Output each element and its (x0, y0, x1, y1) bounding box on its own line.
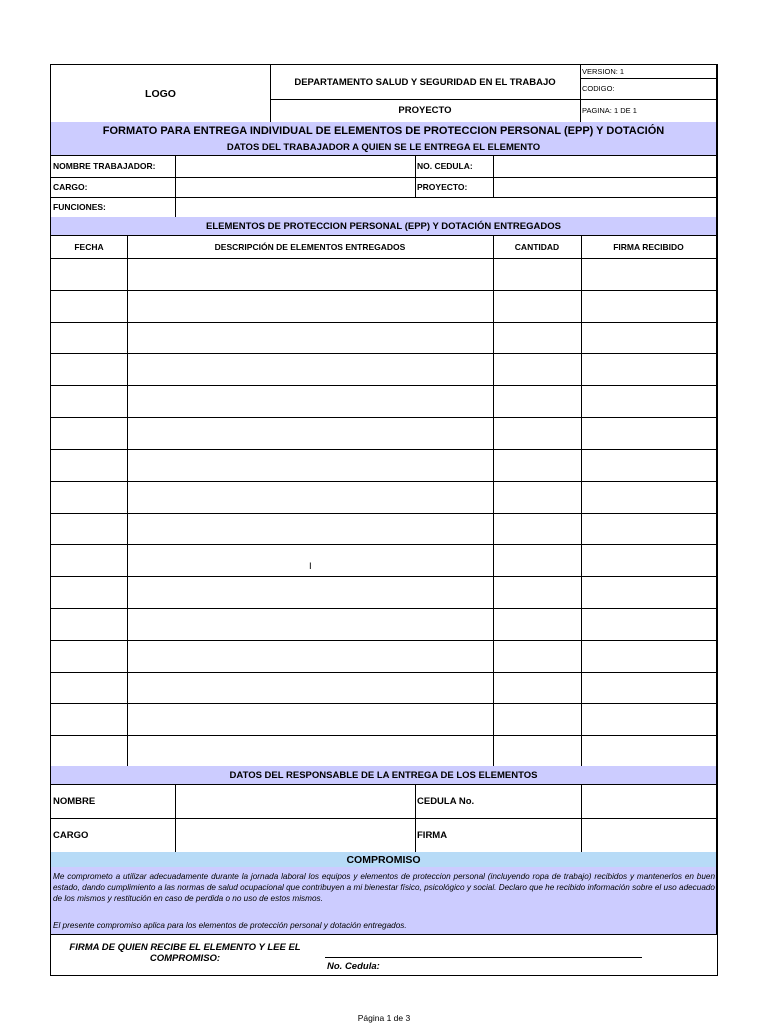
date-cell[interactable] (51, 481, 128, 514)
signature-cell[interactable] (581, 290, 717, 323)
signature-cell[interactable] (581, 385, 717, 418)
quantity-cell[interactable] (493, 672, 582, 705)
column-header-quantity: CANTIDAD (493, 235, 582, 259)
date-cell[interactable] (51, 576, 128, 609)
quantity-cell[interactable] (493, 576, 582, 609)
signature-cell[interactable] (581, 672, 717, 705)
date-cell[interactable] (51, 672, 128, 705)
responsible-position-label: CARGO (51, 818, 176, 853)
description-cell[interactable] (127, 735, 494, 768)
worker-id-label: NO. CEDULA: (415, 155, 494, 178)
page-footer: Página 1 de 3 (357, 1013, 411, 1023)
column-header-description: DESCRIPCIÓN DE ELEMENTOS ENTREGADOS (127, 235, 494, 259)
responsible-position-field[interactable] (175, 818, 416, 853)
description-cell[interactable] (127, 481, 494, 514)
signature-id-label: No. Cedula: (327, 961, 380, 972)
date-cell[interactable] (51, 353, 128, 386)
signature-cell[interactable] (581, 608, 717, 641)
description-cell[interactable] (127, 258, 494, 291)
date-cell[interactable] (51, 290, 128, 323)
quantity-cell[interactable] (493, 608, 582, 641)
date-cell[interactable] (51, 417, 128, 450)
description-cell[interactable] (127, 703, 494, 736)
logo-placeholder: LOGO (51, 65, 271, 123)
description-cell[interactable] (127, 608, 494, 641)
project-header: PROYECTO (270, 99, 581, 123)
description-cell[interactable] (127, 576, 494, 609)
signature-cell[interactable] (581, 703, 717, 736)
page-label: PAGINA: 1 DE 1 (580, 99, 717, 123)
version-label: VERSION: 1 (580, 65, 717, 79)
date-cell[interactable] (51, 513, 128, 546)
description-cell[interactable] (127, 385, 494, 418)
date-cell[interactable] (51, 322, 128, 355)
description-cell[interactable] (127, 353, 494, 386)
description-cell[interactable] (127, 640, 494, 673)
date-cell[interactable] (51, 608, 128, 641)
form-title: FORMATO PARA ENTREGA INDIVIDUAL DE ELEMENTOS DE PROTECCION PERSONAL (EPP) Y DOTACIÓN (51, 122, 717, 140)
worker-project-label: PROYECTO: (415, 177, 494, 198)
worker-project-field[interactable] (493, 177, 717, 198)
quantity-cell[interactable] (493, 417, 582, 450)
column-header-date: FECHA (51, 235, 128, 259)
responsible-section-title: DATOS DEL RESPONSABLE DE LA ENTREGA DE LOS ELEMENTOS (51, 766, 717, 785)
date-cell[interactable] (51, 258, 128, 291)
date-cell[interactable] (51, 385, 128, 418)
date-cell[interactable] (51, 735, 128, 768)
date-cell[interactable] (51, 544, 128, 577)
worker-id-field[interactable] (493, 155, 717, 178)
commitment-text: Me comprometo a utilizar adecuadamente durante la jornada laboral los equipos y elementos de proteccion personal (incluyendo ropa de trabajo) recibidos y mantenerlos en buen estado, dando cumplimiento a las normas de salud ocupacional que contribuyen a mi bienestar físico, psicológico y social. Declaro que he recibido información sobre el uso adecuado de los mismos y restitución en caso de perdida o no uso de estos mismos. (53, 872, 715, 903)
quantity-cell[interactable] (493, 258, 582, 291)
worker-position-label: CARGO: (51, 177, 176, 198)
column-header-signature: FIRMA RECIBIDO (581, 235, 717, 259)
code-label: CODIGO: (580, 78, 717, 100)
worker-name-field[interactable] (175, 155, 416, 178)
responsible-name-label: NOMBRE (51, 784, 176, 819)
stray-mark: I (309, 561, 312, 572)
signature-cell[interactable] (581, 258, 717, 291)
signature-cell[interactable] (581, 322, 717, 355)
signature-cell[interactable] (581, 417, 717, 450)
quantity-cell[interactable] (493, 385, 582, 418)
quantity-cell[interactable] (493, 703, 582, 736)
date-cell[interactable] (51, 449, 128, 482)
worker-name-label: NOMBRE TRABAJADOR: (51, 155, 176, 178)
commitment-title: COMPROMISO (51, 852, 717, 868)
quantity-cell[interactable] (493, 322, 582, 355)
worker-functions-label: FUNCIONES: (51, 197, 176, 218)
quantity-cell[interactable] (493, 735, 582, 768)
signature-cell[interactable] (581, 640, 717, 673)
responsible-name-field[interactable] (175, 784, 416, 819)
items-section-title: ELEMENTOS DE PROTECCION PERSONAL (EPP) Y DOTACIÓN ENTREGADOS (51, 217, 717, 236)
signature-cell[interactable] (581, 513, 717, 546)
signature-line[interactable] (325, 957, 642, 958)
quantity-cell[interactable] (493, 544, 582, 577)
signature-cell[interactable] (581, 353, 717, 386)
signature-label: FIRMA DE QUIEN RECIBE EL ELEMENTO Y LEE EL COMPROMISO: (69, 942, 301, 964)
description-cell[interactable] (127, 417, 494, 450)
responsible-id-label: CEDULA No. (415, 784, 582, 819)
department-title: DEPARTAMENTO SALUD Y SEGURIDAD EN EL TRABAJO (270, 65, 581, 100)
quantity-cell[interactable] (493, 481, 582, 514)
responsible-signature-field[interactable] (581, 818, 717, 853)
signature-cell[interactable] (581, 481, 717, 514)
description-cell[interactable] (127, 513, 494, 546)
worker-section-title: DATOS DEL TRABAJADOR A QUIEN SE LE ENTREGA EL ELEMENTO (51, 139, 717, 156)
worker-functions-field[interactable] (175, 197, 717, 218)
worker-position-field[interactable] (175, 177, 416, 198)
description-cell[interactable] (127, 672, 494, 705)
quantity-cell[interactable] (493, 449, 582, 482)
quantity-cell[interactable] (493, 353, 582, 386)
responsible-signature-label: FIRMA (415, 818, 582, 853)
signature-cell[interactable] (581, 449, 717, 482)
responsible-id-field[interactable] (581, 784, 717, 819)
description-cell[interactable] (127, 322, 494, 355)
quantity-cell[interactable] (493, 513, 582, 546)
date-cell[interactable] (51, 640, 128, 673)
quantity-cell[interactable] (493, 640, 582, 673)
date-cell[interactable] (51, 703, 128, 736)
description-cell[interactable] (127, 290, 494, 323)
description-cell[interactable] (127, 449, 494, 482)
signature-cell[interactable] (581, 576, 717, 609)
quantity-cell[interactable] (493, 290, 582, 323)
signature-cell[interactable] (581, 544, 717, 577)
commitment-note: El presente compromiso aplica para los elementos de protección personal y dotación entregados. (53, 921, 407, 930)
signature-cell[interactable] (581, 735, 717, 768)
